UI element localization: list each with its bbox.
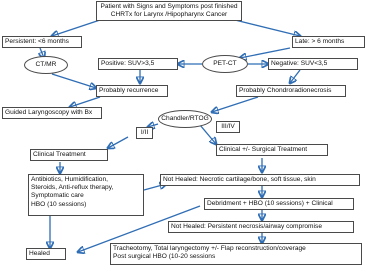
antibiotics-line-1: Antibiotics, Humidification, [31, 176, 108, 183]
tracheotomy-node [110, 243, 362, 265]
laryngoscopy-node: Guided Laryngoscopy with Bx [2, 107, 102, 119]
edge-ctmr-recurrence [52, 74, 96, 88]
late-node: Late: > 6 months [292, 36, 365, 48]
not-healed-1-node: Not Healed: Necrotic cartilage/bone, soft tissue, skin [160, 174, 360, 186]
edge-negative-chondro [290, 70, 300, 83]
edge-chondro-chandler [212, 97, 258, 112]
edge-recurrence-laryngoscopy [70, 97, 100, 107]
clinical-surgical-node: Clinical +/- Surgical Treatment [216, 144, 328, 156]
petct-node: PET-CT [202, 55, 248, 73]
grade-3-4-node: III/IV [216, 121, 240, 133]
debridment-node: Debridment + HBO (10 sessions) + Clinical [204, 198, 354, 210]
antibiotics-line-2: Steroids, Anti-reflux therapy, [31, 184, 114, 192]
chondro-node: Probably Chondroradionecrosis [236, 85, 346, 97]
negative-node: Negative: SUV<3,5 [268, 58, 358, 70]
ctmr-node: CT/MR [24, 56, 68, 74]
start-line-2: CHRTx for Larynx /Hipopharynx Cancer [110, 11, 228, 19]
chandler-node: Chandler/RTOG [158, 110, 212, 128]
healed-node: Healed [26, 248, 66, 260]
antibiotics-node [28, 174, 144, 216]
edge-grade12-clinical [108, 137, 128, 148]
grade-1-2-node: I/II [136, 127, 153, 139]
antibiotics-line-3: Symptomatic care [31, 192, 84, 200]
recurrence-node: Probably recurrence [96, 85, 168, 97]
positive-node: Positive: SUV>3,5 [98, 58, 178, 70]
edge-late-petct [240, 48, 290, 58]
tracheotomy-line-1: Tracheotomy, Total laryngectomy +/- Flap reconstruction/coverage [113, 245, 306, 252]
tracheotomy-line-2: Post surgical HBO (10-20 sessions [113, 253, 216, 261]
persistent-node: Persistent: <6 months [2, 36, 82, 48]
not-healed-2-node: Not Healed: Persistent necrosis/airway compromise [168, 221, 354, 233]
clinical-treatment-node: Clinical Treatment [30, 149, 108, 161]
edge-start-late [235, 20, 300, 36]
antibiotics-line-4: HBO (10 sessions) [31, 200, 87, 208]
edge-chandler-grade34 [200, 125, 216, 144]
start-node [96, 1, 242, 21]
start-line-1: Patient with Signs and Symptoms post finished [100, 3, 238, 10]
edge-start-persistent [52, 20, 100, 36]
